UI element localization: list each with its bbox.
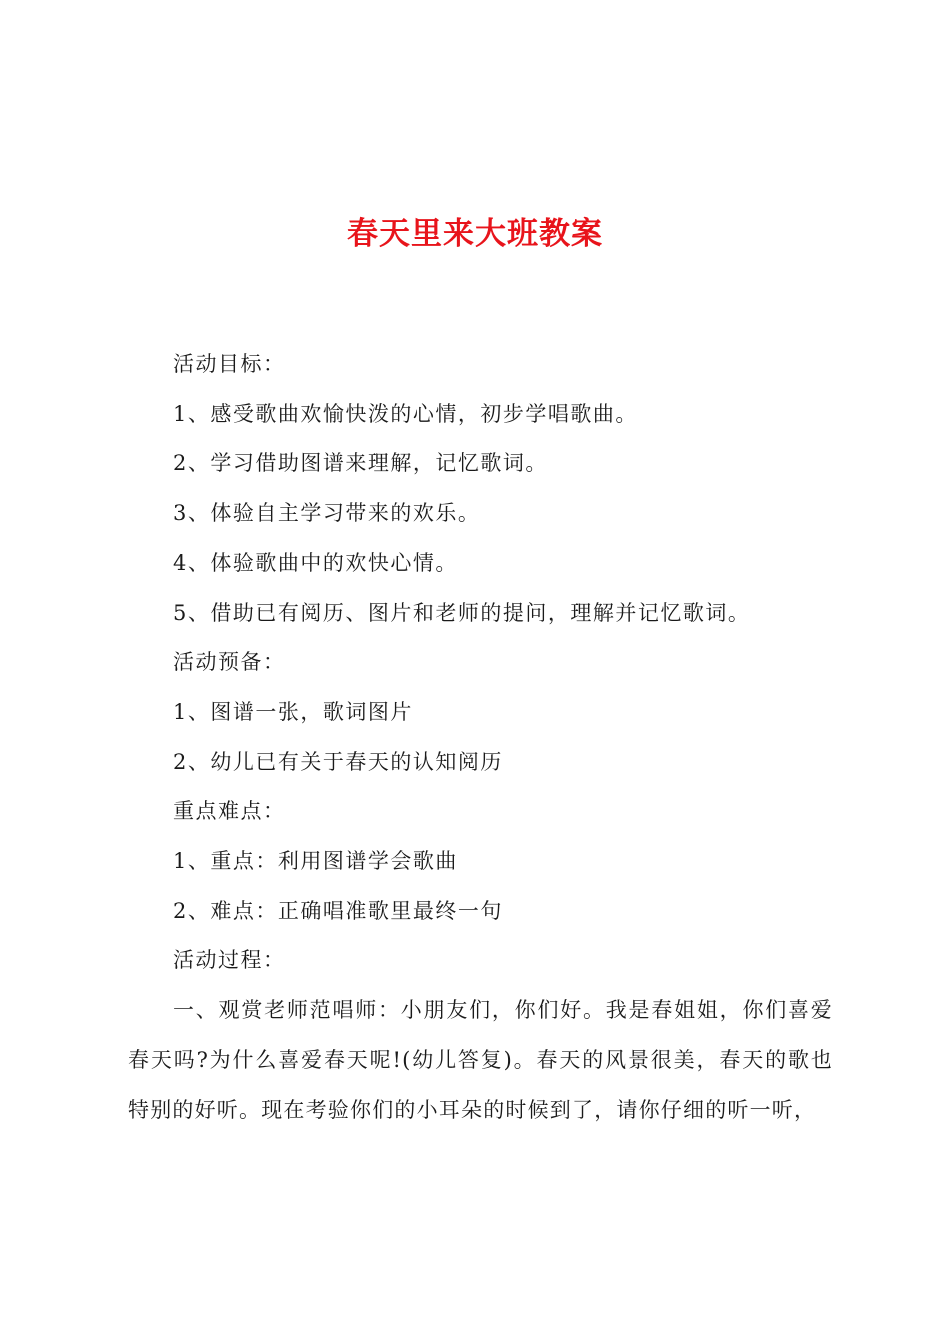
- list-item: 1、感受歌曲欢愉快泼的心情，初步学唱歌曲。: [173, 401, 638, 426]
- list-item: 4、体验歌曲中的欢快心情。: [173, 550, 458, 575]
- list-item: 2、幼儿已有关于春天的认知阅历: [173, 749, 503, 774]
- body-paragraph: 一、观赏老师范唱师：小朋友们，你们好。我是春姐姐，你们喜爱春天吗?为什么喜爱春天呢!(幼儿答复)。春天的风景很美，春天的歌也特别的好听。现在考验你们的小耳朵的时候到了，请你仔细的听一听，: [128, 998, 833, 1122]
- section-heading-goals: 活动目标：: [173, 352, 286, 376]
- section-heading-key-points: 重点难点：: [173, 799, 286, 824]
- list-item: 5、借助已有阅历、图片和老师的提问，理解并记忆歌词。: [173, 600, 751, 625]
- list-item: 2、学习借助图谱来理解，记忆歌词。: [173, 451, 548, 476]
- list-item: 3、体验自主学习带来的欢乐。: [173, 501, 481, 526]
- list-item: 1、图谱一张，歌词图片: [173, 699, 413, 724]
- document-title: 春天里来大班教案: [347, 216, 603, 252]
- document-body: [128, 340, 833, 1135]
- section-heading-process: 活动过程：: [173, 948, 286, 973]
- list-item: 2、难点：正确唱准歌里最终一句: [173, 898, 503, 923]
- list-item: 1、重点：利用图谱学会歌曲: [173, 849, 458, 874]
- section-heading-preparation: 活动预备：: [173, 650, 286, 675]
